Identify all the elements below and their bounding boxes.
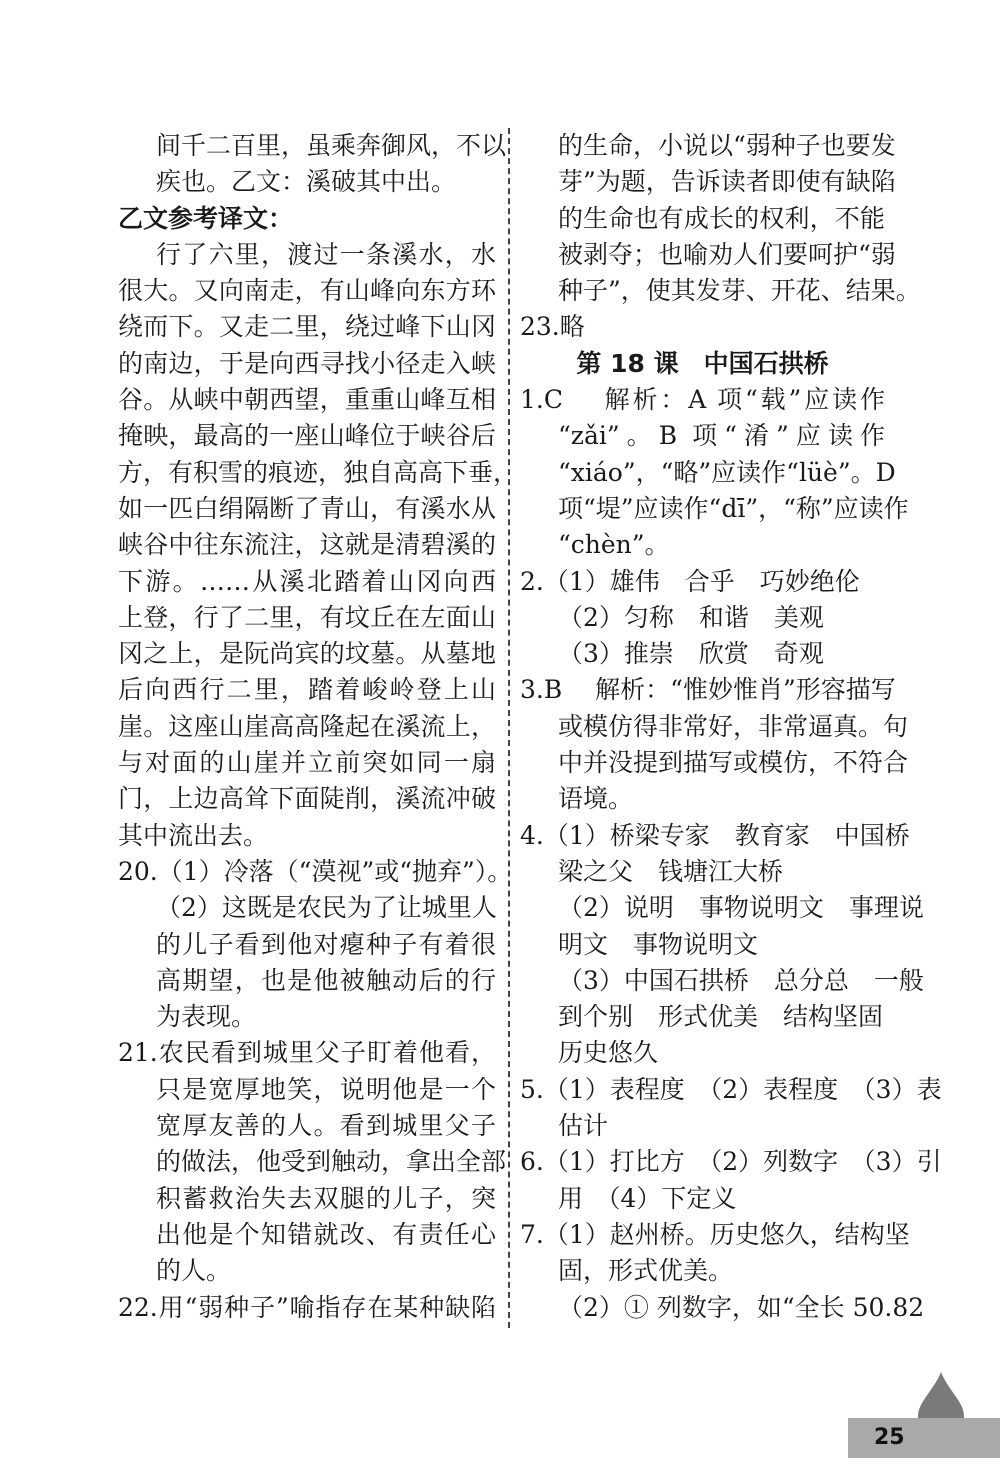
text-line: 5.（1）表程度 （2）表程度 （3）表 bbox=[520, 1074, 942, 1104]
text-line: 乙文参考译文： bbox=[118, 203, 294, 233]
text-line: 2.（1）雄伟 合乎 巧妙绝伦 bbox=[520, 566, 860, 596]
text-line: 用 （4）下定义 bbox=[558, 1183, 737, 1213]
text-line: 很大。又向南走，有山峰向东方环 bbox=[118, 276, 496, 306]
text-line: 门，上边高耸下面陡削，溪流冲破 bbox=[118, 784, 496, 814]
text-line: 后向西行二里，踏着峻岭登上山 bbox=[118, 675, 496, 705]
text-line: 22.用“弱种子”喻指存在某种缺陷 bbox=[118, 1292, 496, 1322]
text-line: 21.农民看到城里父子盯着他看， bbox=[118, 1038, 496, 1068]
text-line: 积蓄救治失去双腿的儿子，突 bbox=[156, 1183, 496, 1213]
text-line: 的儿子看到他对瘪种子有着很 bbox=[156, 929, 496, 959]
text-line: 下游。……从溪北踏着山冈向西 bbox=[118, 566, 496, 596]
text-line: 只是宽厚地笑，说明他是一个 bbox=[156, 1074, 496, 1104]
text-line: 种子”，使其发芽、开花、结果。 bbox=[558, 276, 921, 306]
text-line: 高期望，也是他被触动后的行 bbox=[156, 965, 496, 995]
text-line: 到个别 形式优美 结构坚固 bbox=[558, 1002, 884, 1032]
text-line: 崖。这座山崖高高隆起在溪流上， bbox=[118, 711, 496, 741]
text-line: 与对面的山崖并立前突如同一扇 bbox=[118, 748, 496, 778]
text-line: （3）推崇 欣赏 奇观 bbox=[558, 639, 824, 669]
text-line: 绕而下。又走二里，绕过峰下山冈 bbox=[118, 312, 496, 342]
text-line: 为表现。 bbox=[156, 1002, 257, 1032]
text-line: 间千二百里，虽乘奔御风，不以 bbox=[156, 131, 507, 160]
text-line: 被剥夺；也喻劝人们要呵护“弱 bbox=[558, 239, 896, 269]
text-line: 冈之上，是阮尚宾的坟墓。从墓地 bbox=[118, 639, 496, 669]
text-line: 峡谷中往东流注，这就是清碧溪的 bbox=[118, 530, 496, 560]
text-line: 项“堤”应读作“dī”，“称”应读作 bbox=[558, 493, 909, 523]
text-line: 4.（1）桥梁专家 教育家 中国桥 bbox=[520, 820, 910, 850]
text-line: 掩映，最高的一座山峰位于峡谷后 bbox=[118, 421, 496, 451]
text-line: 23.略 bbox=[520, 312, 585, 342]
text-line: （2）说明 事物说明文 事理说 bbox=[558, 893, 924, 923]
text-line: 或模仿得非常好，非常逼真。句 bbox=[558, 711, 909, 741]
text-line: 6.（1）打比方 （2）列数字 （3）引 bbox=[520, 1147, 942, 1177]
text-line: （2）这既是农民为了让城里人 bbox=[156, 893, 497, 923]
text-line: 其中流出去。 bbox=[118, 820, 269, 850]
text-line: 1.C 解析：A 项“载”应读作 bbox=[520, 385, 885, 415]
text-line: 宽厚友善的人。看到城里父子 bbox=[156, 1111, 496, 1141]
text-line: 的生命，小说以“弱种子也要发 bbox=[558, 131, 896, 160]
text-line: 的南边，于是向西寻找小径走入峡 bbox=[118, 348, 496, 378]
text-line: 历史悠久 bbox=[558, 1038, 659, 1068]
text-line: （2）① 列数字，如“全长 50.82 bbox=[558, 1292, 925, 1322]
text-line: 出他是个知错就改、有责任心 bbox=[156, 1219, 496, 1249]
text-line: （2）匀称 和谐 美观 bbox=[558, 602, 824, 632]
text-line: 疾也。乙文：溪破其中出。 bbox=[156, 167, 457, 197]
text-line: 上登，行了二里，有坟丘在左面山 bbox=[118, 602, 496, 632]
left-column bbox=[118, 128, 519, 1326]
text-line: 语境。 bbox=[558, 784, 634, 814]
text-line: 估计 bbox=[558, 1111, 609, 1141]
column-divider bbox=[508, 128, 510, 1328]
text-line: 谷。从峡中朝西望，重重山峰互相 bbox=[118, 385, 496, 415]
text-line: 如一匹白绢隔断了青山，有溪水从 bbox=[118, 493, 496, 523]
text-line: “chèn”。 bbox=[558, 530, 670, 560]
text-line: 20.（1）冷落（“漠视”或“抛弃”）。 bbox=[118, 856, 513, 886]
text-line: 第 18 课 中国石拱桥 bbox=[576, 348, 829, 378]
text-line: “zǎi”。B 项“淆”应读作 bbox=[558, 421, 885, 451]
text-line: 明文 事物说明文 bbox=[558, 929, 759, 959]
text-line: 的做法，他受到触动，拿出全部 bbox=[156, 1147, 507, 1177]
text-line: 芽”为题，告诉读者即使有缺陷 bbox=[558, 167, 896, 197]
text-line: 的人。 bbox=[156, 1256, 232, 1286]
text-line: 7.（1）赵州桥。历史悠久，结构坚 bbox=[520, 1219, 910, 1249]
text-line: 中并没提到描写或模仿，不符合 bbox=[558, 748, 909, 778]
page-number: 25 bbox=[848, 1418, 1000, 1458]
text-line: 方，有积雪的痕迹，独自高高下垂， bbox=[118, 457, 519, 487]
text-line: 3.B 解析：“惟妙惟肖”形容描写 bbox=[520, 675, 896, 705]
text-line: （3）中国石拱桥 总分总 一般 bbox=[558, 965, 924, 995]
text-line: 固，形式优美。 bbox=[558, 1256, 734, 1286]
right-column bbox=[520, 128, 942, 1326]
text-line: 行了六里，渡过一条溪水，水 bbox=[156, 239, 496, 269]
text-line: “xiáo”，“略”应读作“lüè”。D bbox=[558, 457, 896, 487]
text-line: 的生命也有成长的权利，不能 bbox=[558, 203, 885, 233]
text-line: 梁之父 钱塘江大桥 bbox=[558, 856, 784, 886]
